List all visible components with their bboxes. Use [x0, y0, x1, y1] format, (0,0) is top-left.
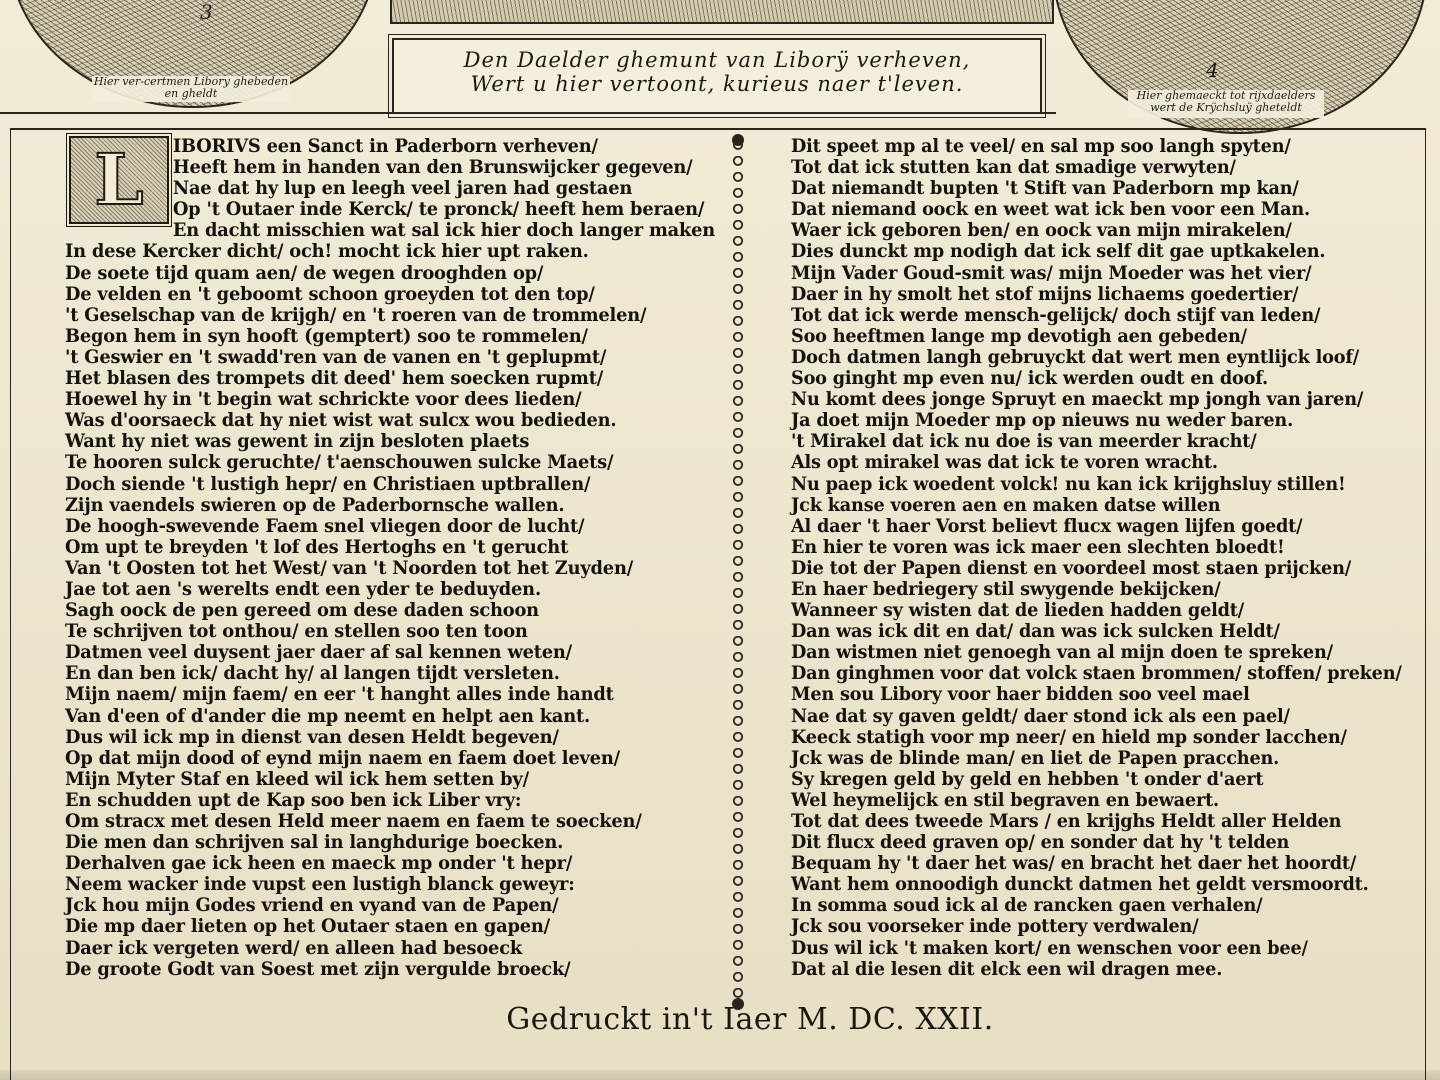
poem-line: Want hem onnoodigh dunckt datmen het geldt versmoordt.: [791, 874, 1369, 896]
poem-line: Jck kanse voeren aen en maken datse willen: [791, 494, 1221, 516]
frame-rule-left: [0, 112, 392, 114]
poem-line: Die men dan schrijven sal in langhdurige boecken.: [65, 832, 564, 854]
poem-line: Datmen veel duysent jaer daer af sal kennen weten/: [65, 642, 573, 664]
caption-right: Hier ghemaeckt tot rijxdaelders wert de Krÿchsluÿ gheteldt: [1128, 90, 1324, 118]
poem-line: Sy kregen geld by geld en hebben 't onder d'aert: [791, 768, 1264, 790]
engraving-band: [0, 0, 1440, 130]
poem-line: Jck sou voorseker inde pottery verdwalen/: [791, 916, 1199, 938]
poem-line: Soo heeftmen lange mp devotigh aen gebeden/: [791, 325, 1247, 347]
poem-line: En haer bedriegery stil swygende bekijcken/: [791, 578, 1221, 600]
poem-line: Jck hou mijn Godes vriend en vyand van de Papen/: [65, 895, 559, 917]
poem-line: Wel heymelijck en stil begraven en bewaert.: [791, 789, 1220, 811]
poem-line: Tot dat ick stutten kan dat smadige verwyten/: [791, 157, 1236, 179]
poem-line: Bequam hy 't daer het was/ en bracht het daer het hoordt/: [791, 853, 1357, 875]
imprint-line: Gedruckt in't Iaer M. DC. XXII.: [506, 1002, 994, 1037]
poem-line: Keeck statigh voor mp neer/ en hield mp sonder lacchen/: [791, 726, 1347, 748]
poem-line: Te schrijven tot onthou/ en stellen soo ten toon: [65, 621, 528, 643]
poem-line: Dat niemand oock en weet wat ick ben voor een Man.: [791, 199, 1310, 221]
poem-line: Dus wil ick mp in dienst van desen Heldt begeven/: [65, 726, 559, 748]
poem-line: Ja doet mijn Moeder mp op nieuws nu weder baren.: [791, 410, 1294, 432]
poem-line: Dit speet mp al te veel/ en sal mp soo langh spyten/: [791, 136, 1291, 157]
poem-line: Van d'een of d'ander die mp neemt en helpt aen kant.: [65, 705, 591, 727]
poem-line: Als opt mirakel was dat ick te voren wracht.: [791, 452, 1218, 474]
poem-line: Soo ginght mp even nu/ ick werden oudt en doof.: [791, 368, 1268, 390]
poem-line: Al daer 't haer Vorst believt flucx wagen lijfen goedt/: [791, 515, 1303, 537]
poem-line: In somma soud ick al de rancken gaen verhalen/: [791, 895, 1263, 917]
poem-line: En dacht misschien wat sal ick hier doch langer maken: [172, 220, 716, 242]
poem-line: IBORIVS een Sanct in Paderborn verheven/: [172, 136, 598, 157]
poem-line: Mijn Vader Goud-smit was/ mijn Moeder was het vier/: [791, 262, 1312, 284]
poem-line: Heeft hem in handen van den Brunswijcker gegeven/: [172, 157, 693, 179]
poem-line: Dan was ick dit en dat/ dan was ick sulcken Heldt/: [791, 621, 1280, 643]
poem-line: En schudden upt de Kap soo ben ick Liber vry:: [65, 789, 522, 811]
poem-line: Dan wistmen niet genoegh van al mijn doen te spreken/: [791, 642, 1333, 664]
poem-line: Doch siende 't lustigh hepr/ en Christiaen uptbrallen/: [65, 473, 591, 495]
poem-line: Derhalven gae ick heen en maeck mp onder 't hepr/: [65, 853, 573, 875]
poem-column-left: [65, 136, 715, 980]
poem-line: Dus wil ick 't maken kort/ en wenschen voor een bee/: [791, 937, 1308, 959]
engraving-scene-center: [390, 0, 1054, 24]
poem-line: Waer ick geboren ben/ en oock van mijn mirakelen/: [791, 220, 1292, 242]
poem-line: Tot dat ick werde mensch-gelijck/ doch stijf van leden/: [791, 304, 1321, 326]
poem-line: De soete tijd quam aen/ de wegen drooghden op/: [65, 262, 544, 284]
poem-line: De velden en 't geboomt schoon groeyden tot den top/: [65, 283, 595, 305]
title-verse-box: [392, 38, 1042, 114]
poem-line: Nu paep ick woedent volck! nu kan ick krijghsluy stillen!: [791, 473, 1346, 495]
poem-line: Want hy niet was gewent in zijn besloten plaets: [65, 431, 530, 453]
poem-line: Neem wacker inde vupst een lustigh blanck geweyr:: [65, 874, 575, 896]
poem-line: Jck was de blinde man/ en liet de Papen pracchen.: [791, 747, 1280, 769]
panel-top-rule: [11, 128, 1425, 130]
poem-line: Mijn Myter Staf en kleed wil ick hem setten by/: [65, 768, 529, 790]
title-verse-line-2: Wert u hier vertoont, kurieus naer t'leven.: [470, 72, 964, 96]
poem-line: Om stracx met desen Held meer naem en faem te soecken/: [65, 811, 642, 832]
poem-line: Het blasen des trompets dit deed' hem soecken rupmt/: [65, 368, 604, 390]
scene-number-right: 4: [1206, 58, 1219, 82]
poem-line: Was d'oorsaeck dat hy niet wist wat sulcx wou bedieden.: [65, 410, 617, 432]
poem-line: En hier te voren was ick maer een slechten bloedt!: [791, 536, 1285, 558]
poem-line: Doch datmen langh gebruyckt dat wert men eyntlijck loof/: [791, 346, 1360, 368]
poem-line: Mijn naem/ mijn faem/ en eer 't hanght alles inde handt: [65, 684, 614, 706]
poem-line: Begon hem in syn hooft (gemptert) soo te rommelen/: [65, 325, 588, 347]
poem-line: Die tot der Papen dienst en voordeel most staen prijcken/: [791, 557, 1352, 579]
poem-line: 't Geselschap van de krijgh/ en 't roeren van de trommelen/: [65, 304, 647, 326]
poem-line: Nu komt dees jonge Spruyt en maeckt mp jongh van jaren/: [791, 389, 1364, 411]
poem-line: De groote Godt van Soest met zijn verguldе broeck/: [65, 958, 571, 980]
poem-column-right: [791, 136, 1402, 980]
poem-line: Tot dat dees tweede Mars / en krijghs Heldt aller Helden: [791, 811, 1342, 832]
poem-line: In dese Kercker dicht/ och! mocht ick hier upt raken.: [65, 241, 589, 263]
poem-line: Nae dat hy lup en leegh veel jaren had gestaen: [172, 178, 633, 200]
poem-line: De hoogh-swevende Faem snel vliegen door de lucht/: [65, 515, 585, 537]
initial-letter: L: [94, 138, 144, 221]
caption-left: Hier ver-certmen Libory ghebeden en gheldt: [92, 76, 290, 102]
poem-line: Wanneer sy wisten dat de lieden hadden geldt/: [791, 600, 1245, 622]
poem-line: Die mp daer lieten op het Outaer staen en gapen/: [65, 916, 551, 938]
poem-line: Jae tot aen 's werelts endt een yder te beduyden.: [65, 578, 541, 600]
poem-line: Daer ick vergeten werd/ en alleen had besoeck: [65, 937, 523, 959]
frame-rule-right: [1036, 112, 1056, 114]
poem-line: Zijn vaendels swieren op de Paderbornsche wallen.: [65, 494, 565, 516]
text-panel: [10, 128, 1426, 1080]
poem-line: Nae dat sy gaven geldt/ daer stond ick als een pael/: [791, 705, 1290, 727]
poem-line: 't Geswier en 't swadd'ren van de vanen en 't geplupmt/: [65, 346, 607, 368]
poem-line: Van 't Oosten tot het West/ van 't Noorden tot het Zuyden/: [65, 557, 634, 579]
scene-number-left: 3: [200, 0, 213, 24]
poem-line: Om upt te breyden 't lof des Hertoghs en 't gerucht: [65, 536, 569, 558]
poem-line: Daer in hy smolt het stof mijns lichaems goedertier/: [791, 283, 1299, 305]
poem-line: Dat al die lesen dit elck een wil dragen mee.: [791, 958, 1223, 980]
poem-line: Te hooren sulck geruchte/ t'aenschouwen sulcke Maets/: [65, 452, 614, 474]
poem-line: Dan ginghmen voor dat volck staen brommen/ stoffen/ preken/: [791, 663, 1402, 685]
poem-line: Op dat mijn dood of eynd mijn naem en faem doet leven/: [65, 747, 620, 769]
poem-line: Dit flucx deed graven op/ en sonder dat hy 't telden: [791, 832, 1290, 854]
ornamental-divider: [729, 140, 747, 1000]
poem-line: Sagh oock de pen gereed om dese daden schoon: [65, 600, 539, 622]
poem-line: En dan ben ick/ dacht hy/ al langen tijdt versleten.: [65, 663, 560, 685]
poem-line: Dat niemandt bupten 't Stift van Paderborn mp kan/: [791, 178, 1299, 200]
poem-line: 't Mirakel dat ick nu doe is van meerder kracht/: [791, 431, 1257, 453]
poem-line: Men sou Libory voor haer bidden soo veel mael: [791, 684, 1250, 706]
poem-line: Hoewel hy in 't begin wat schrickte voor dees lieden/: [65, 389, 582, 411]
title-verse-line-1: Den Daelder ghemunt van Liborÿ verheven,: [463, 48, 971, 72]
poem-line: Op 't Outaer inde Kerck/ te pronck/ heeft hem beraen/: [172, 199, 705, 221]
paper-edge: [0, 1070, 1440, 1080]
poem-line: Dies dunckt mp nodigh dat ick self dit gae uptkakelen.: [791, 241, 1326, 263]
